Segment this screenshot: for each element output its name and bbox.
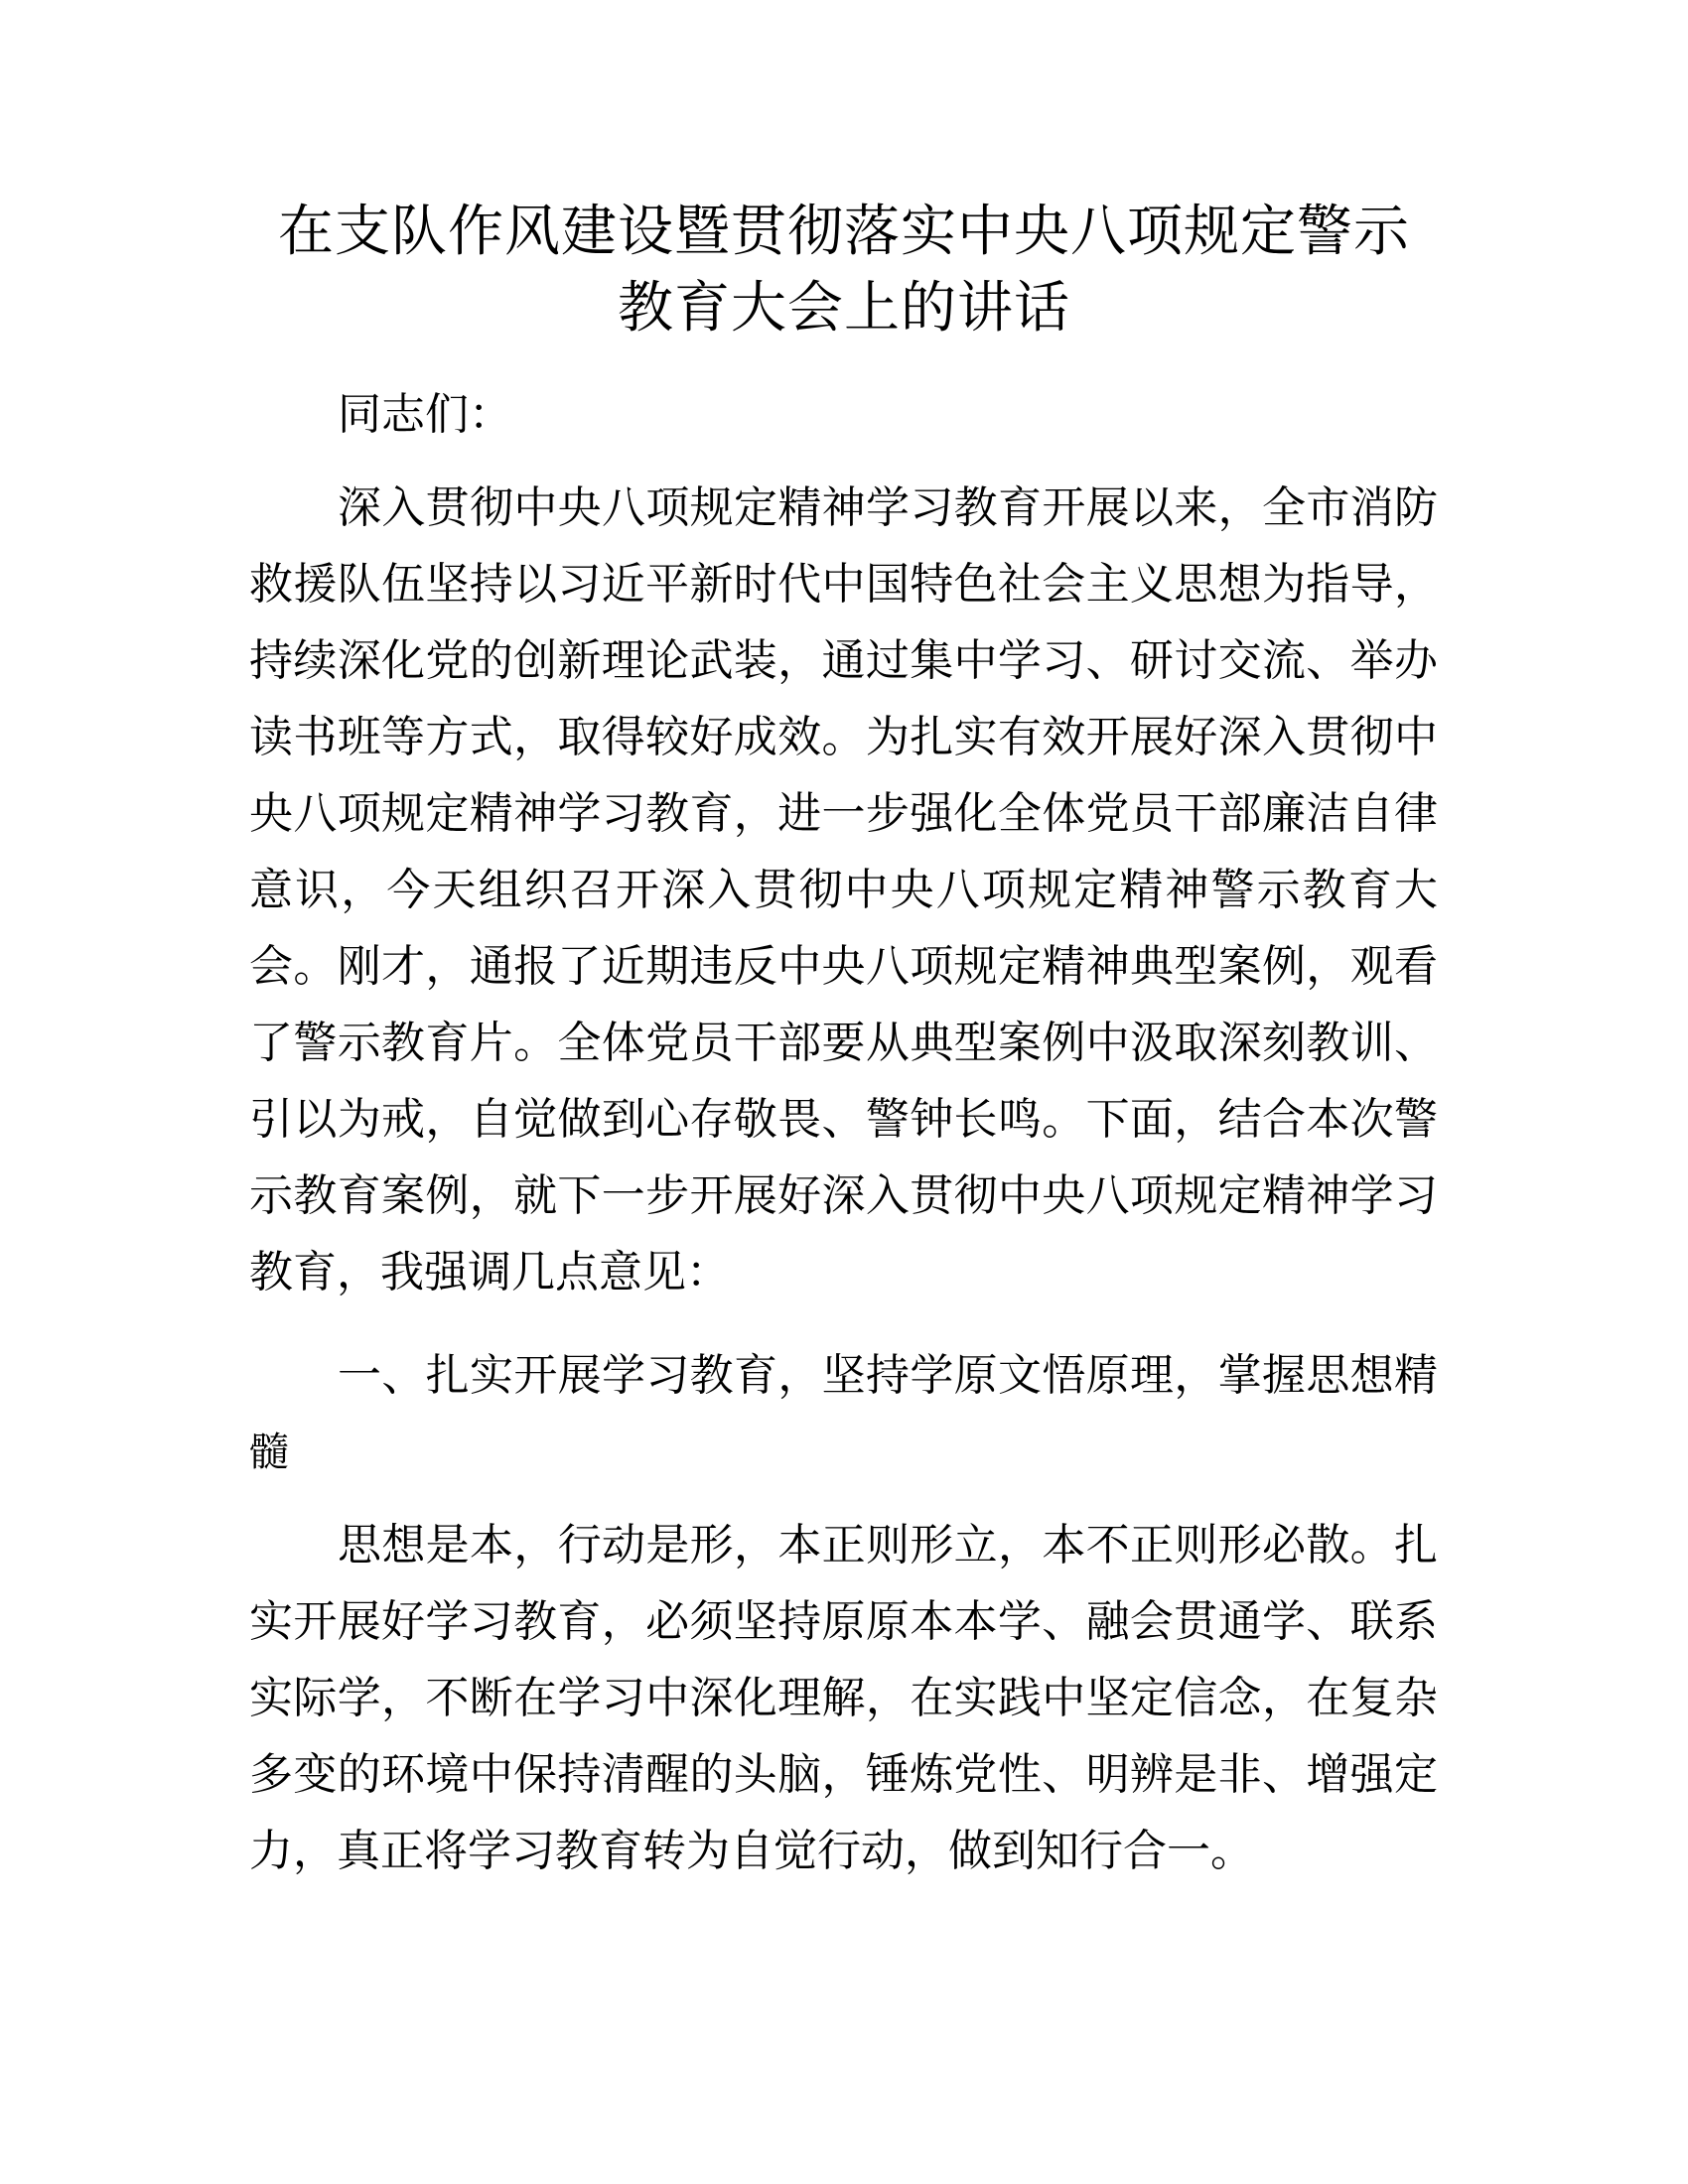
paragraph-line: 引以为戒，自觉做到心存敬畏、警钟长鸣。下面，结合本次警 [249, 1094, 1438, 1145]
paragraph-line: 思想是本，行动是形，本正则形立，本不正则形必散。扎 [338, 1520, 1438, 1570]
paragraph-line: 实开展好学习教育，必须坚持原原本本学、融会贯通学、联系 [249, 1596, 1438, 1647]
paragraph-line: 救援队伍坚持以习近平新时代中国特色社会主义思想为指导， [249, 559, 1438, 610]
paragraph-line: 教育，我强调几点意见： [249, 1247, 730, 1297]
heading-line: 一、扎实开展学习教育，坚持学原文悟原理，掌握思想精 [338, 1350, 1438, 1401]
paragraph-line: 示教育案例，就下一步开展好深入贯彻中央八项规定精神学习 [249, 1170, 1438, 1221]
paragraph-line: 持续深化党的创新理论武装，通过集中学习、研讨交流、举办 [249, 635, 1438, 686]
paragraph-line: 多变的环境中保持清醒的头脑，锤炼党性、明辨是非、增强定 [249, 1749, 1438, 1800]
paragraph-line: 意识，今天组织召开深入贯彻中央八项规定精神警示教育大 [249, 865, 1438, 915]
paragraph-line: 深入贯彻中央八项规定精神学习教育开展以来，全市消防 [338, 482, 1438, 533]
paragraph-line: 了警示教育片。全体党员干部要从典型案例中汲取深刻教训、 [249, 1018, 1438, 1068]
heading-line: 髓 [249, 1430, 289, 1475]
salutation: 同志们： [338, 389, 512, 440]
paragraph-line: 央八项规定精神学习教育，进一步强化全体党员干部廉洁自律 [249, 788, 1438, 839]
document-title-line-2: 教育大会上的讲话 [618, 276, 1070, 341]
paragraph-line: 会。刚才，通报了近期违反中央八项规定精神典型案例，观看 [249, 941, 1438, 992]
paragraph-line: 读书班等方式，取得较好成效。为扎实有效开展好深入贯彻中 [249, 712, 1438, 762]
paragraph-line: 力，真正将学习教育转为自觉行动，做到知行合一。 [249, 1826, 1254, 1876]
paragraph-line: 实际学，不断在学习中深化理解，在实践中坚定信念，在复杂 [249, 1673, 1438, 1723]
document-title-line-1: 在支队作风建设暨贯彻落实中央八项规定警示 [278, 200, 1410, 264]
